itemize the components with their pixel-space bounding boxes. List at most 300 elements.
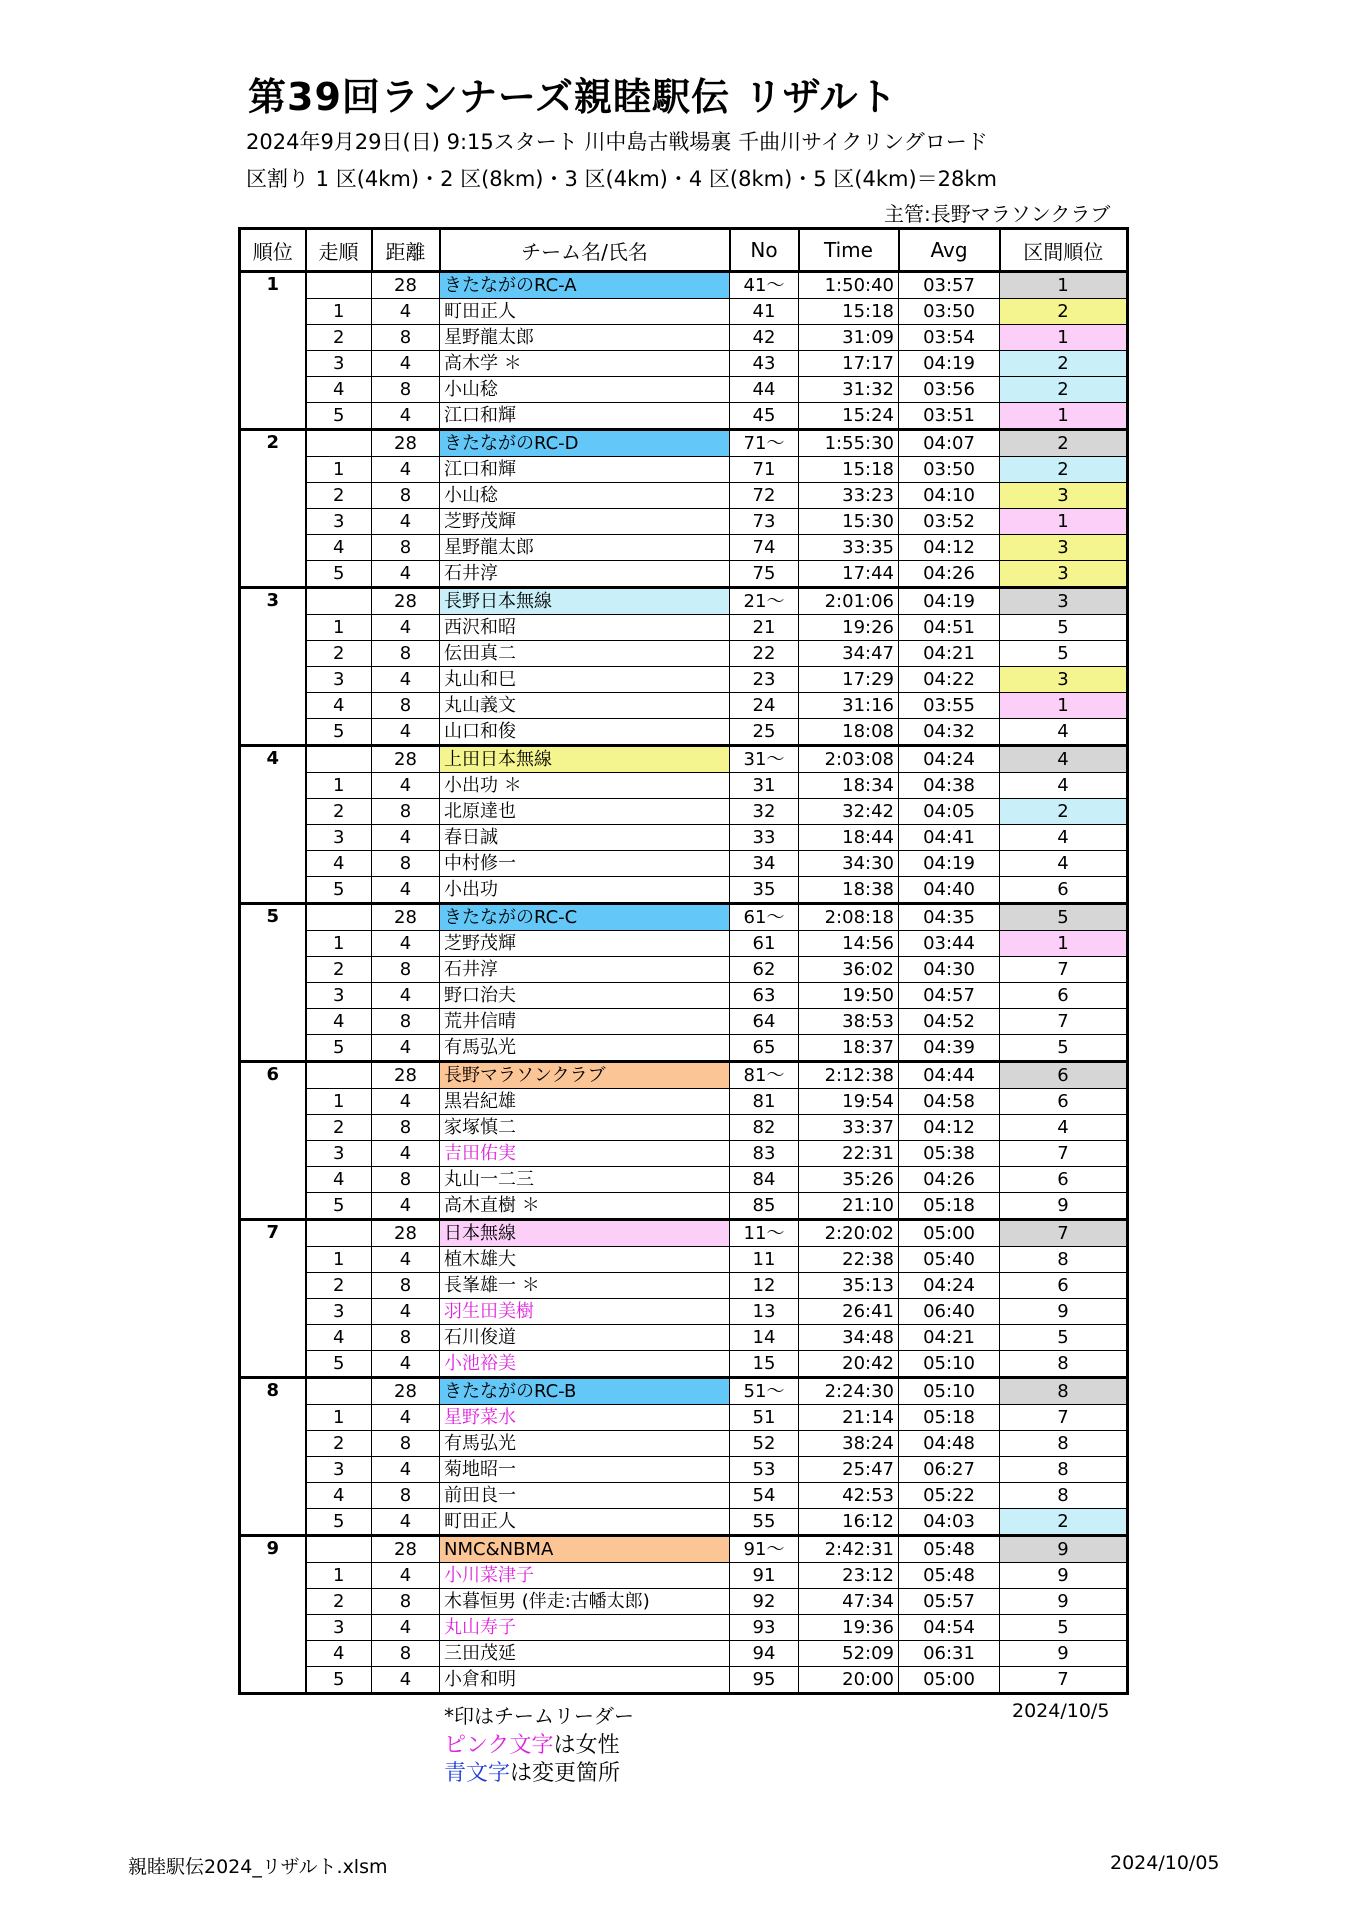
runner-section-rank: 7	[1000, 1667, 1128, 1694]
runner-section-rank: 1	[1000, 325, 1128, 351]
runner-no: 41	[730, 299, 799, 325]
runner-row	[240, 1009, 1128, 1035]
runner-avg: 05:10	[899, 1351, 1000, 1378]
runner-name: 丸山和巳	[440, 667, 730, 693]
runner-order: 4	[306, 1167, 372, 1193]
runner-row	[240, 1167, 1128, 1193]
runner-no: 82	[730, 1115, 799, 1141]
team-name: 長野日本無線	[440, 588, 730, 615]
runner-distance: 8	[372, 1009, 440, 1035]
runner-distance: 4	[372, 561, 440, 588]
runner-no: 23	[730, 667, 799, 693]
runner-row	[240, 719, 1128, 746]
team-time: 2:20:02	[799, 1220, 899, 1247]
runner-section-rank: 2	[1000, 377, 1128, 403]
runner-row	[240, 693, 1128, 719]
team-rank: 7	[240, 1220, 306, 1378]
team-no: 11～	[730, 1220, 799, 1247]
runner-section-rank: 3	[1000, 483, 1128, 509]
runner-row	[240, 773, 1128, 799]
runner-time: 36:02	[799, 957, 899, 983]
runner-time: 18:37	[799, 1035, 899, 1062]
runner-time: 52:09	[799, 1641, 899, 1667]
runner-no: 14	[730, 1325, 799, 1351]
team-distance: 28	[372, 1378, 440, 1405]
runner-avg: 05:00	[899, 1667, 1000, 1694]
runner-name: 黒岩紀雄	[440, 1089, 730, 1115]
runner-distance: 4	[372, 1509, 440, 1536]
runner-time: 19:50	[799, 983, 899, 1009]
team-row	[240, 904, 1128, 931]
runner-avg: 04:24	[899, 1273, 1000, 1299]
runner-order: 1	[306, 1405, 372, 1431]
runner-row	[240, 1589, 1128, 1615]
runner-section-rank: 3	[1000, 535, 1128, 561]
runner-time: 20:42	[799, 1351, 899, 1378]
runner-no: 91	[730, 1563, 799, 1589]
runner-no: 11	[730, 1247, 799, 1273]
blue-text-suffix: は変更箇所	[510, 1761, 621, 1786]
runner-name: 小川菜津子	[440, 1563, 730, 1589]
header-section-rank: 区間順位	[1000, 229, 1128, 272]
runner-avg: 06:40	[899, 1299, 1000, 1325]
runner-row	[240, 1431, 1128, 1457]
runner-order: 2	[306, 1589, 372, 1615]
team-no: 21～	[730, 588, 799, 615]
runner-name: 小出功 ＊	[440, 773, 730, 799]
runner-name: 石川俊道	[440, 1325, 730, 1351]
team-name: 上田日本無線	[440, 746, 730, 773]
runner-time: 34:30	[799, 851, 899, 877]
runner-time: 20:00	[799, 1667, 899, 1694]
runner-name: 江口和輝	[440, 403, 730, 430]
team-no: 31～	[730, 746, 799, 773]
team-avg: 04:44	[899, 1062, 1000, 1089]
runner-row	[240, 931, 1128, 957]
team-rank: 5	[240, 904, 306, 1062]
runner-order: 1	[306, 1563, 372, 1589]
runner-avg: 03:52	[899, 509, 1000, 535]
team-avg: 04:07	[899, 430, 1000, 457]
runner-name: 小山稔	[440, 483, 730, 509]
table-header-row	[240, 229, 1128, 272]
team-avg: 04:24	[899, 746, 1000, 773]
runner-order: 1	[306, 299, 372, 325]
runner-order: 1	[306, 773, 372, 799]
runner-time: 31:09	[799, 325, 899, 351]
runner-name: 中村修一	[440, 851, 730, 877]
runner-distance: 4	[372, 1615, 440, 1641]
female-note	[444, 1728, 620, 1759]
runner-section-rank: 9	[1000, 1193, 1128, 1220]
header-rank: 順位	[240, 229, 306, 272]
event-date-location: 2024年9月29日(日) 9:15スタート 川中島古戦場裏 千曲川サイクリングロード	[246, 130, 988, 154]
runner-no: 51	[730, 1405, 799, 1431]
runner-distance: 8	[372, 641, 440, 667]
runner-time: 21:10	[799, 1193, 899, 1220]
runner-distance: 4	[372, 1299, 440, 1325]
runner-name: 江口和輝	[440, 457, 730, 483]
runner-distance: 4	[372, 719, 440, 746]
runner-section-rank: 9	[1000, 1563, 1128, 1589]
runner-section-rank: 6	[1000, 877, 1128, 904]
runner-time: 33:37	[799, 1115, 899, 1141]
runner-name: 小倉和明	[440, 1667, 730, 1694]
runner-section-rank: 9	[1000, 1299, 1128, 1325]
team-distance: 28	[372, 1062, 440, 1089]
runner-time: 31:32	[799, 377, 899, 403]
runner-section-rank: 5	[1000, 1615, 1128, 1641]
runner-time: 22:38	[799, 1247, 899, 1273]
runner-time: 38:53	[799, 1009, 899, 1035]
runner-row	[240, 1193, 1128, 1220]
runner-order: 3	[306, 1141, 372, 1167]
team-distance: 28	[372, 746, 440, 773]
runner-avg: 04:48	[899, 1431, 1000, 1457]
runner-section-rank: 8	[1000, 1483, 1128, 1509]
runner-distance: 4	[372, 457, 440, 483]
pink-text-label: ピンク文字	[444, 1733, 554, 1758]
runner-section-rank: 4	[1000, 719, 1128, 746]
runner-distance: 4	[372, 931, 440, 957]
runner-time: 21:14	[799, 1405, 899, 1431]
runner-order: 2	[306, 641, 372, 667]
team-order	[306, 272, 372, 299]
runner-row	[240, 1483, 1128, 1509]
runner-order: 3	[306, 509, 372, 535]
runner-name: 小山稔	[440, 377, 730, 403]
header-no: No	[730, 229, 799, 272]
runner-section-rank: 7	[1000, 1141, 1128, 1167]
results-table	[238, 227, 1129, 1695]
runner-time: 19:36	[799, 1615, 899, 1641]
runner-distance: 4	[372, 1035, 440, 1062]
runner-distance: 8	[372, 1641, 440, 1667]
team-rank: 3	[240, 588, 306, 746]
team-name: きたながのRC-B	[440, 1378, 730, 1405]
runner-order: 4	[306, 1325, 372, 1351]
blue-text-label: 青文字	[444, 1761, 511, 1786]
runner-no: 24	[730, 693, 799, 719]
runner-no: 72	[730, 483, 799, 509]
runner-distance: 8	[372, 957, 440, 983]
runner-no: 25	[730, 719, 799, 746]
runner-row	[240, 1351, 1128, 1378]
team-section-rank: 8	[1000, 1378, 1128, 1405]
runner-avg: 04:40	[899, 877, 1000, 904]
runner-order: 1	[306, 615, 372, 641]
runner-row	[240, 377, 1128, 403]
team-distance: 28	[372, 1536, 440, 1563]
runner-no: 34	[730, 851, 799, 877]
team-time: 2:12:38	[799, 1062, 899, 1089]
runner-section-rank: 1	[1000, 403, 1128, 430]
runner-row	[240, 403, 1128, 430]
runner-order: 4	[306, 377, 372, 403]
team-rank: 6	[240, 1062, 306, 1220]
runner-row	[240, 615, 1128, 641]
runner-order: 5	[306, 1193, 372, 1220]
runner-row	[240, 509, 1128, 535]
runner-avg: 03:50	[899, 299, 1000, 325]
runner-order: 1	[306, 1247, 372, 1273]
team-name: 長野マラソンクラブ	[440, 1062, 730, 1089]
team-section-rank: 3	[1000, 588, 1128, 615]
runner-name: 菊地昭一	[440, 1457, 730, 1483]
runner-avg: 04:26	[899, 561, 1000, 588]
team-row	[240, 1378, 1128, 1405]
team-order	[306, 904, 372, 931]
runner-avg: 05:38	[899, 1141, 1000, 1167]
runner-avg: 04:21	[899, 641, 1000, 667]
runner-avg: 04:54	[899, 1615, 1000, 1641]
runner-no: 42	[730, 325, 799, 351]
runner-section-rank: 4	[1000, 773, 1128, 799]
runner-section-rank: 2	[1000, 799, 1128, 825]
runner-no: 74	[730, 535, 799, 561]
runner-section-rank: 2	[1000, 457, 1128, 483]
runner-no: 32	[730, 799, 799, 825]
team-rank: 2	[240, 430, 306, 588]
runner-avg: 03:44	[899, 931, 1000, 957]
runner-avg: 05:18	[899, 1193, 1000, 1220]
runner-section-rank: 2	[1000, 1509, 1128, 1536]
runner-no: 63	[730, 983, 799, 1009]
runner-row	[240, 877, 1128, 904]
note-date: 2024/10/5	[1012, 1700, 1110, 1722]
team-row	[240, 746, 1128, 773]
team-section-rank: 2	[1000, 430, 1128, 457]
team-time: 2:24:30	[799, 1378, 899, 1405]
runner-row	[240, 457, 1128, 483]
runner-section-rank: 9	[1000, 1641, 1128, 1667]
runner-no: 65	[730, 1035, 799, 1062]
runner-no: 81	[730, 1089, 799, 1115]
team-avg: 04:35	[899, 904, 1000, 931]
runner-name: 小池裕美	[440, 1351, 730, 1378]
runner-distance: 8	[372, 1115, 440, 1141]
runner-order: 3	[306, 1457, 372, 1483]
runner-section-rank: 4	[1000, 825, 1128, 851]
runner-order: 4	[306, 693, 372, 719]
runner-no: 31	[730, 773, 799, 799]
runner-section-rank: 8	[1000, 1431, 1128, 1457]
runner-name: 町田正人	[440, 1509, 730, 1536]
runner-distance: 8	[372, 325, 440, 351]
team-order	[306, 1536, 372, 1563]
runner-time: 19:54	[799, 1089, 899, 1115]
runner-row	[240, 299, 1128, 325]
header-time: Time	[799, 229, 899, 272]
header-order: 走順	[306, 229, 372, 272]
runner-no: 12	[730, 1273, 799, 1299]
runner-order: 2	[306, 957, 372, 983]
runner-name: 丸山一二三	[440, 1167, 730, 1193]
team-row	[240, 430, 1128, 457]
runner-no: 84	[730, 1167, 799, 1193]
runner-time: 47:34	[799, 1589, 899, 1615]
runner-no: 21	[730, 615, 799, 641]
team-section-rank: 1	[1000, 272, 1128, 299]
footer-filename: 親睦駅伝2024_リザルト.xlsm	[128, 1856, 388, 1878]
team-distance: 28	[372, 1220, 440, 1247]
team-distance: 28	[372, 430, 440, 457]
runner-distance: 8	[372, 799, 440, 825]
runner-avg: 03:55	[899, 693, 1000, 719]
runner-section-rank: 3	[1000, 561, 1128, 588]
organizer: 主管:長野マラソンクラブ	[884, 202, 1111, 226]
runner-name: 小出功	[440, 877, 730, 904]
runner-section-rank: 4	[1000, 1115, 1128, 1141]
runner-order: 4	[306, 1009, 372, 1035]
runner-section-rank: 5	[1000, 641, 1128, 667]
runner-distance: 8	[372, 1431, 440, 1457]
team-rank: 4	[240, 746, 306, 904]
runner-avg: 05:22	[899, 1483, 1000, 1509]
runner-distance: 4	[372, 1141, 440, 1167]
runner-name: 有馬弘光	[440, 1035, 730, 1062]
runner-time: 33:35	[799, 535, 899, 561]
team-rank: 9	[240, 1536, 306, 1694]
runner-order: 2	[306, 799, 372, 825]
runner-no: 22	[730, 641, 799, 667]
runner-time: 15:18	[799, 299, 899, 325]
runner-no: 85	[730, 1193, 799, 1220]
runner-time: 34:47	[799, 641, 899, 667]
runner-section-rank: 2	[1000, 351, 1128, 377]
runner-name: 長峯雄一 ＊	[440, 1273, 730, 1299]
team-name: NMC&NBMA	[440, 1536, 730, 1563]
runner-row	[240, 1115, 1128, 1141]
runner-avg: 04:39	[899, 1035, 1000, 1062]
team-row	[240, 1220, 1128, 1247]
team-avg: 04:19	[899, 588, 1000, 615]
results-body	[240, 272, 1128, 1694]
team-order	[306, 1220, 372, 1247]
runner-order: 3	[306, 1299, 372, 1325]
runner-row	[240, 1273, 1128, 1299]
runner-row	[240, 1509, 1128, 1536]
runner-avg: 03:51	[899, 403, 1000, 430]
header-distance: 距離	[372, 229, 440, 272]
team-avg: 05:00	[899, 1220, 1000, 1247]
team-time: 2:03:08	[799, 746, 899, 773]
runner-no: 15	[730, 1351, 799, 1378]
runner-distance: 4	[372, 509, 440, 535]
runner-order: 3	[306, 667, 372, 693]
runner-avg: 05:18	[899, 1405, 1000, 1431]
runner-name: 三田茂延	[440, 1641, 730, 1667]
team-section-rank: 5	[1000, 904, 1128, 931]
runner-time: 33:23	[799, 483, 899, 509]
runner-order: 2	[306, 1115, 372, 1141]
runner-avg: 04:05	[899, 799, 1000, 825]
runner-distance: 4	[372, 299, 440, 325]
team-section-rank: 6	[1000, 1062, 1128, 1089]
team-section-rank: 4	[1000, 746, 1128, 773]
runner-no: 13	[730, 1299, 799, 1325]
team-rank: 8	[240, 1378, 306, 1536]
runner-section-rank: 6	[1000, 1273, 1128, 1299]
runner-distance: 4	[372, 1457, 440, 1483]
runner-distance: 8	[372, 693, 440, 719]
pink-text-suffix: は女性	[553, 1733, 620, 1758]
runner-no: 94	[730, 1641, 799, 1667]
runner-section-rank: 9	[1000, 1589, 1128, 1615]
runner-section-rank: 6	[1000, 1167, 1128, 1193]
runner-section-rank: 5	[1000, 1035, 1128, 1062]
runner-no: 53	[730, 1457, 799, 1483]
runner-time: 17:44	[799, 561, 899, 588]
runner-section-rank: 1	[1000, 931, 1128, 957]
runner-section-rank: 5	[1000, 1325, 1128, 1351]
runner-time: 32:42	[799, 799, 899, 825]
team-distance: 28	[372, 272, 440, 299]
runner-avg: 04:22	[899, 667, 1000, 693]
runner-distance: 4	[372, 773, 440, 799]
runner-no: 93	[730, 1615, 799, 1641]
runner-time: 22:31	[799, 1141, 899, 1167]
runner-order: 5	[306, 1667, 372, 1694]
runner-avg: 04:19	[899, 851, 1000, 877]
runner-name: 家塚慎二	[440, 1115, 730, 1141]
team-no: 91～	[730, 1536, 799, 1563]
runner-name: 前田良一	[440, 1483, 730, 1509]
runner-avg: 04:52	[899, 1009, 1000, 1035]
runner-row	[240, 983, 1128, 1009]
runner-avg: 04:12	[899, 1115, 1000, 1141]
runner-time: 35:13	[799, 1273, 899, 1299]
runner-name: 石井淳	[440, 561, 730, 588]
runner-order: 5	[306, 877, 372, 904]
runner-name: 芝野茂輝	[440, 509, 730, 535]
runner-no: 44	[730, 377, 799, 403]
runner-time: 19:26	[799, 615, 899, 641]
runner-name: 伝田真二	[440, 641, 730, 667]
runner-section-rank: 6	[1000, 983, 1128, 1009]
runner-no: 35	[730, 877, 799, 904]
runner-row	[240, 641, 1128, 667]
runner-row	[240, 1325, 1128, 1351]
runner-order: 5	[306, 561, 372, 588]
team-time: 2:08:18	[799, 904, 899, 931]
team-row	[240, 1062, 1128, 1089]
runner-section-rank: 8	[1000, 1247, 1128, 1273]
runner-distance: 8	[372, 851, 440, 877]
team-name: きたながのRC-A	[440, 272, 730, 299]
runner-row	[240, 1667, 1128, 1694]
runner-name: 星野龍太郎	[440, 325, 730, 351]
runner-avg: 04:51	[899, 615, 1000, 641]
runner-order: 2	[306, 325, 372, 351]
runner-distance: 4	[372, 983, 440, 1009]
runner-row	[240, 483, 1128, 509]
runner-distance: 8	[372, 1483, 440, 1509]
runner-avg: 04:19	[899, 351, 1000, 377]
runner-time: 25:47	[799, 1457, 899, 1483]
runner-time: 18:44	[799, 825, 899, 851]
runner-avg: 04:10	[899, 483, 1000, 509]
runner-distance: 4	[372, 1247, 440, 1273]
change-note	[444, 1756, 620, 1787]
runner-section-rank: 3	[1000, 667, 1128, 693]
runner-avg: 06:31	[899, 1641, 1000, 1667]
runner-avg: 05:40	[899, 1247, 1000, 1273]
runner-no: 43	[730, 351, 799, 377]
team-time: 1:50:40	[799, 272, 899, 299]
runner-order: 3	[306, 983, 372, 1009]
team-distance: 28	[372, 904, 440, 931]
